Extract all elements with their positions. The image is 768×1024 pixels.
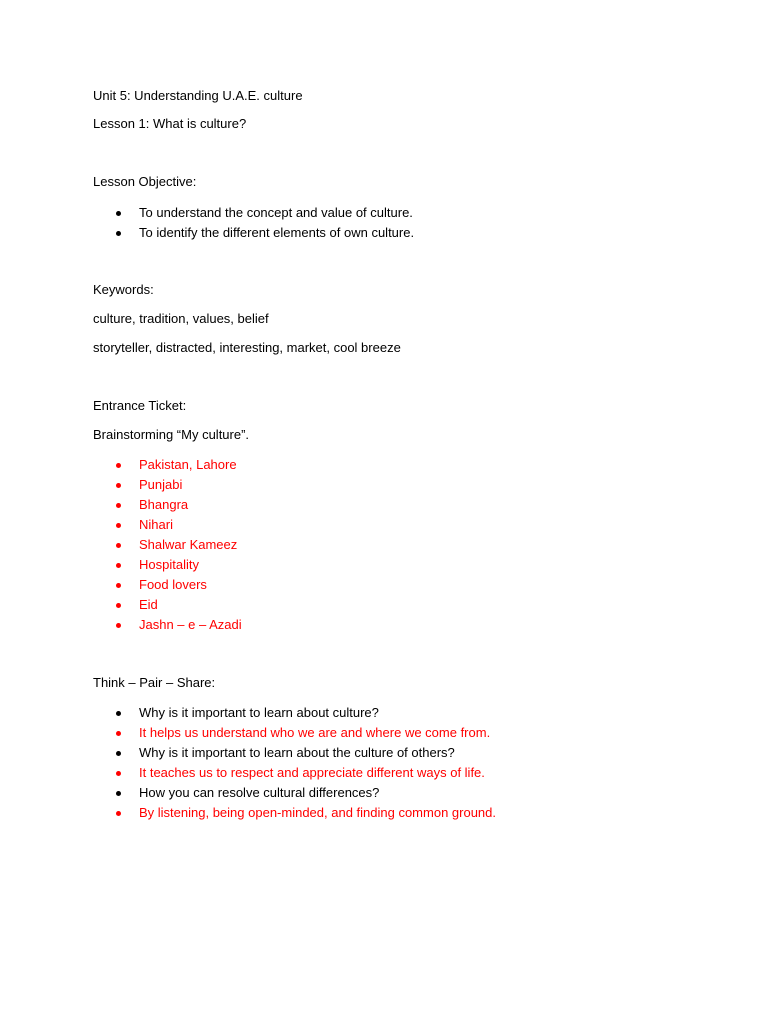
culture-item: Jashn – e – Azadi bbox=[93, 617, 242, 637]
bullet-icon bbox=[116, 711, 121, 716]
bullet-icon bbox=[116, 463, 121, 468]
bullet-icon bbox=[116, 211, 121, 216]
bullet-icon bbox=[116, 563, 121, 568]
bullet-icon bbox=[116, 583, 121, 588]
culture-item: Bhangra bbox=[93, 497, 242, 517]
bullet-icon bbox=[116, 603, 121, 608]
keywords-line-2: storyteller, distracted, interesting, market, cool breeze bbox=[93, 340, 401, 355]
objective-item: To identify the different elements of own culture. bbox=[93, 225, 414, 245]
bullet-icon bbox=[116, 503, 121, 508]
bullet-icon bbox=[116, 623, 121, 628]
keywords-line-1: culture, tradition, values, belief bbox=[93, 311, 269, 326]
question-item: Why is it important to learn about culture? bbox=[93, 705, 496, 725]
think-pair-share-heading: Think – Pair – Share: bbox=[93, 675, 216, 690]
unit-title: Unit 5: Understanding U.A.E. culture bbox=[93, 88, 303, 103]
bullet-icon bbox=[116, 483, 121, 488]
culture-item: Food lovers bbox=[93, 577, 242, 597]
think-pair-share-list bbox=[93, 705, 496, 825]
bullet-icon bbox=[116, 523, 121, 528]
bullet-icon bbox=[116, 543, 121, 548]
answer-item: It helps us understand who we are and where we come from. bbox=[93, 725, 496, 745]
question-item: How you can resolve cultural differences? bbox=[93, 785, 496, 805]
entrance-heading: Entrance Ticket: bbox=[93, 398, 187, 413]
culture-item: Shalwar Kameez bbox=[93, 537, 242, 557]
bullet-icon bbox=[116, 751, 121, 756]
culture-item: Hospitality bbox=[93, 557, 242, 577]
culture-item: Eid bbox=[93, 597, 242, 617]
objective-heading: Lesson Objective: bbox=[93, 174, 197, 189]
bullet-icon bbox=[116, 791, 121, 796]
bullet-icon bbox=[116, 731, 121, 736]
culture-list bbox=[93, 457, 242, 637]
objective-item: To understand the concept and value of culture. bbox=[93, 205, 414, 225]
bullet-icon bbox=[116, 811, 121, 816]
lesson-title: Lesson 1: What is culture? bbox=[93, 116, 247, 131]
answer-item: It teaches us to respect and appreciate different ways of life. bbox=[93, 765, 496, 785]
keywords-heading: Keywords: bbox=[93, 282, 154, 297]
culture-item: Pakistan, Lahore bbox=[93, 457, 242, 477]
culture-item: Nihari bbox=[93, 517, 242, 537]
entrance-prompt: Brainstorming “My culture”. bbox=[93, 427, 250, 442]
question-item: Why is it important to learn about the culture of others? bbox=[93, 745, 496, 765]
answer-item: By listening, being open-minded, and finding common ground. bbox=[93, 805, 496, 825]
bullet-icon bbox=[116, 231, 121, 236]
objective-list bbox=[93, 205, 414, 245]
bullet-icon bbox=[116, 771, 121, 776]
culture-item: Punjabi bbox=[93, 477, 242, 497]
